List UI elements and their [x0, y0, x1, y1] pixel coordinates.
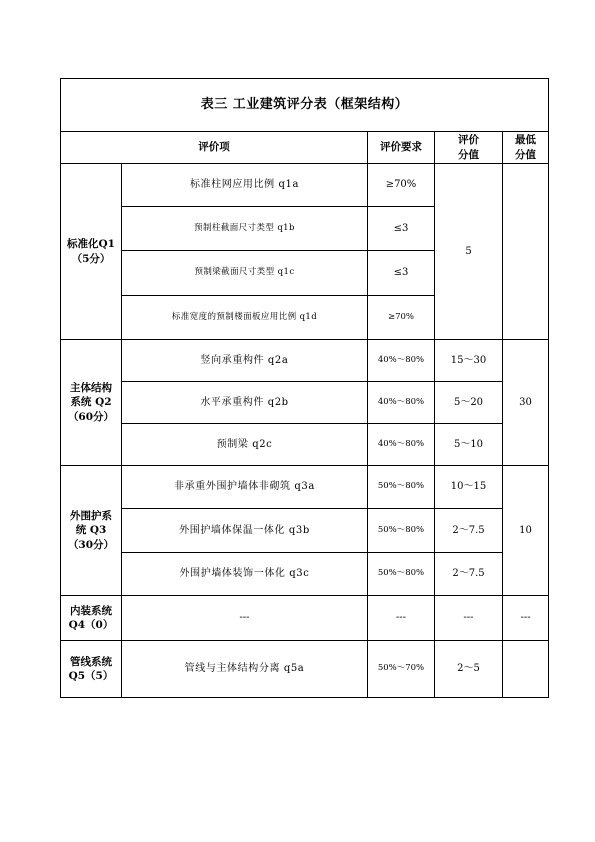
- req-q1b: ≤3: [368, 207, 435, 251]
- header-item: 评价项: [61, 132, 368, 164]
- min-q2: 30: [503, 340, 549, 466]
- table-title: 表三 工业建筑评分表（框架结构）: [61, 79, 549, 132]
- header-requirement: 评价要求: [368, 132, 435, 164]
- table-row: [61, 382, 549, 424]
- category-q3: 外围护系 统 Q3 （30分）: [61, 466, 122, 596]
- item-q2c: 预制梁 q2c: [122, 424, 368, 466]
- score-q1: 5: [435, 164, 503, 340]
- table-row: [61, 596, 549, 641]
- header-row: [61, 132, 549, 164]
- req-q4: ---: [368, 596, 435, 641]
- min-q5: [503, 641, 549, 698]
- category-q2: 主体结构 系统 Q2 （60分）: [61, 340, 122, 466]
- category-q4: 内装系统 Q4（0）: [61, 596, 122, 641]
- item-q3b: 外围护墙体保温一体化 q3b: [122, 509, 368, 553]
- item-q2a: 竖向承重构件 q2a: [122, 340, 368, 382]
- item-q1c: 预制梁截面尺寸类型 q1c: [122, 251, 368, 296]
- score-q3c: 2～7.5: [435, 553, 503, 596]
- item-q3c: 外围护墙体装饰一体化 q3c: [122, 553, 368, 596]
- req-q5a: 50%～70%: [368, 641, 435, 698]
- score-q3a: 10～15: [435, 466, 503, 509]
- item-q3a: 非承重外围护墙体非砌筑 q3a: [122, 466, 368, 509]
- item-q1d: 标准宽度的预制楼面板应用比例 q1d: [122, 296, 368, 340]
- req-q2b: 40%～80%: [368, 382, 435, 424]
- req-q1a: ≥70%: [368, 164, 435, 207]
- req-q2a: 40%～80%: [368, 340, 435, 382]
- req-q2c: 40%～80%: [368, 424, 435, 466]
- score-q2b: 5～20: [435, 382, 503, 424]
- score-q4: ---: [435, 596, 503, 641]
- min-q1: [503, 164, 549, 340]
- category-q1: 标准化Q1 （5分）: [61, 164, 122, 340]
- req-q1c: ≤3: [368, 251, 435, 296]
- score-q3b: 2～7.5: [435, 509, 503, 553]
- score-table: [60, 78, 549, 698]
- req-q1d: ≥70%: [368, 296, 435, 340]
- header-score: 评价 分值: [435, 132, 503, 164]
- score-q2a: 15～30: [435, 340, 503, 382]
- table-row: [61, 466, 549, 509]
- table-row: [61, 164, 549, 207]
- item-q1b: 预制柱截面尺寸类型 q1b: [122, 207, 368, 251]
- req-q3c: 50%～80%: [368, 553, 435, 596]
- table-row: [61, 340, 549, 382]
- min-q3: 10: [503, 466, 549, 596]
- header-min-score: 最低 分值: [503, 132, 549, 164]
- table-row: [61, 509, 549, 553]
- req-q3b: 50%～80%: [368, 509, 435, 553]
- score-q2c: 5～10: [435, 424, 503, 466]
- item-q5a: 管线与主体结构分离 q5a: [122, 641, 368, 698]
- table-row: [61, 424, 549, 466]
- item-q4: ---: [122, 596, 368, 641]
- category-q5: 管线系统 Q5（5）: [61, 641, 122, 698]
- item-q2b: 水平承重构件 q2b: [122, 382, 368, 424]
- item-q1a: 标准柱网应用比例 q1a: [122, 164, 368, 207]
- table-row: [61, 641, 549, 698]
- req-q3a: 50%～80%: [368, 466, 435, 509]
- score-q5a: 2～5: [435, 641, 503, 698]
- min-q4: ---: [503, 596, 549, 641]
- title-row: [61, 79, 549, 132]
- table-row: [61, 553, 549, 596]
